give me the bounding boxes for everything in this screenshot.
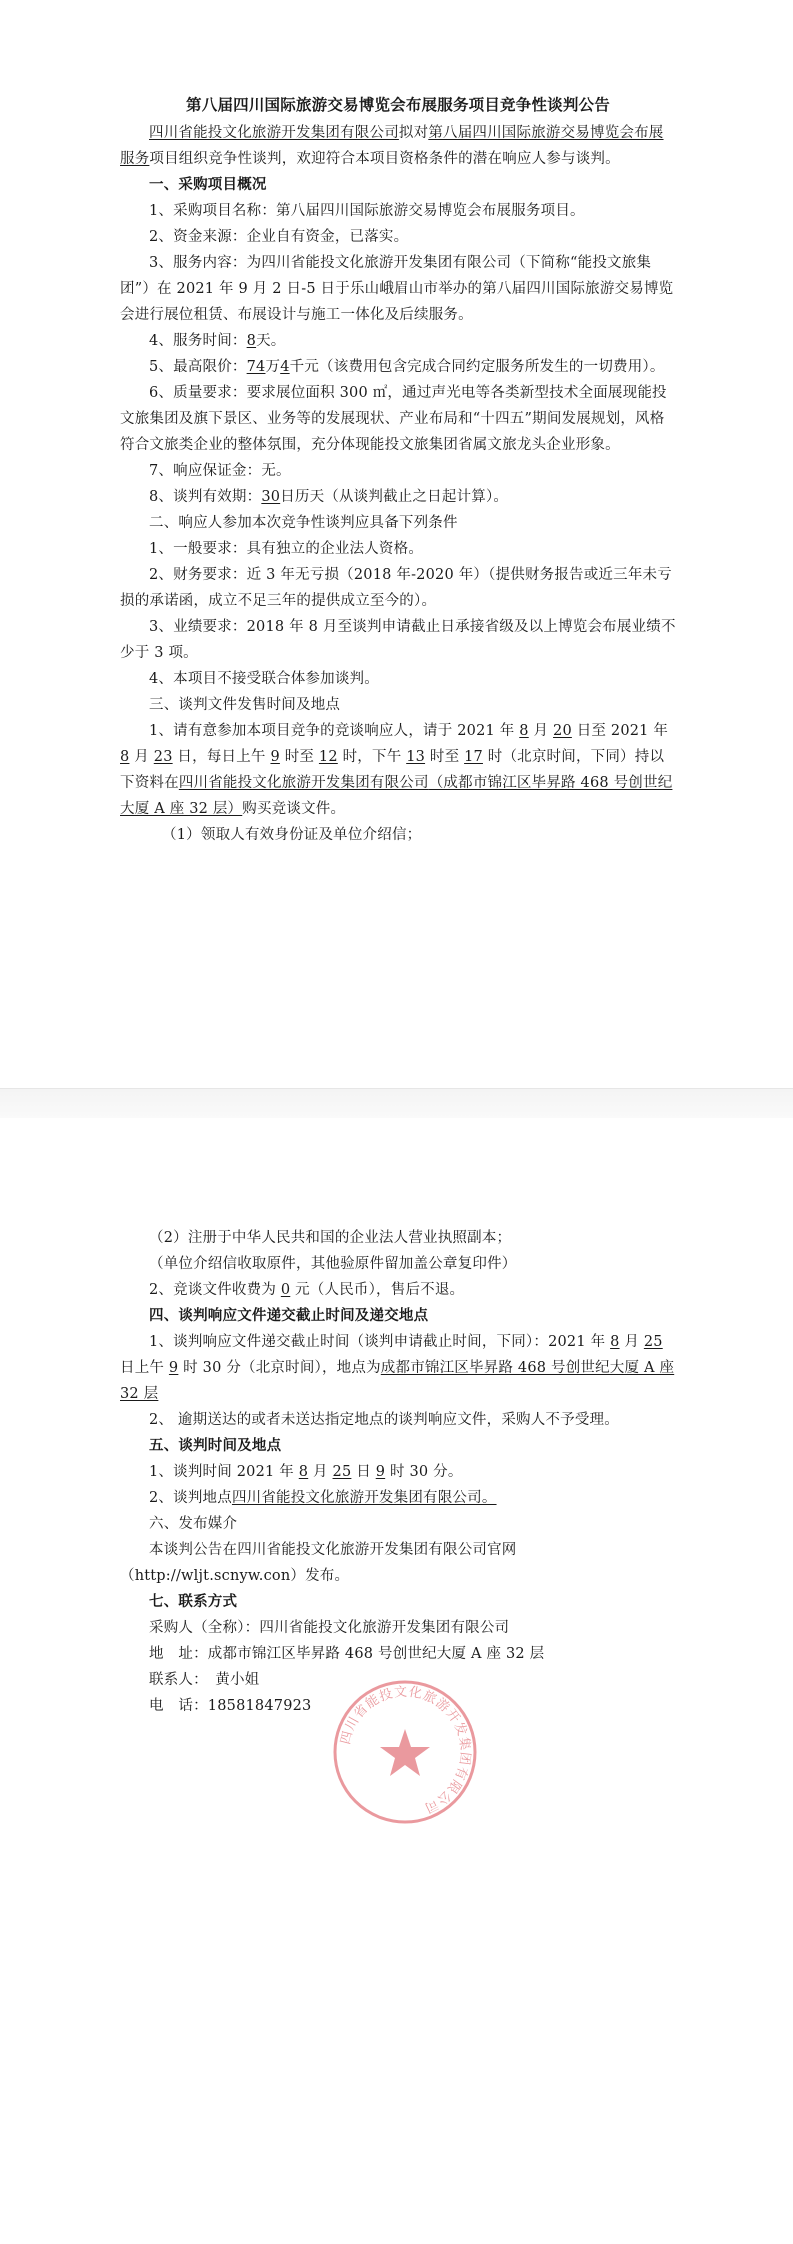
section-4-heading: 四、谈判响应文件递交截止时间及递交地点 [149, 1307, 429, 1324]
s4-item-1 [120, 1329, 676, 1407]
afternoon-start-hour: 13 [406, 749, 426, 765]
s3-text-f: 时至 [279, 749, 319, 765]
s3-text-e: 日，每日上午 [172, 749, 271, 765]
s5-item-2 [120, 1485, 676, 1511]
intro-rest: 项目组织竞争性谈判，欢迎符合本项目资格条件的潜在响应人参与谈判。 [149, 151, 620, 167]
negotiation-month: 8 [298, 1464, 309, 1480]
fee-suffix: 元（人民币），售后不退。 [290, 1282, 465, 1298]
s1-item-3: 3、服务内容：为四川省能投文化旅游开发集团有限公司（下简称“能投文旅集团”）在 2021 年 9 月 2 日-5 日于乐山峨眉山市举办的第八届四川国际旅游交易博览会进行展位租赁、布展设计与施工一体化及后续服务。 [120, 255, 674, 323]
s3-sub-1: （1）领取人有效身份证及单位介绍信； [162, 827, 422, 843]
s5-text-b: 月 [308, 1464, 333, 1480]
intro-project: 第八届四川国际旅游交易博览会布展服务 [120, 125, 664, 167]
s1-item-4-suffix: 天。 [256, 333, 286, 349]
contact-person: 联系人： 黄小姐 [149, 1672, 260, 1688]
s5-item-1 [120, 1459, 676, 1485]
deadline-hour: 9 [168, 1360, 179, 1376]
document-title: 第八届四川国际旅游交易博览会布展服务项目竞争性谈判公告 [186, 95, 610, 114]
s1-item-5 [120, 354, 676, 380]
s1-item-6: 6、质量要求：要求展位面积 300 ㎡，通过声光电等各类新型技术全面展现能投文旅集团及旗下景区、业务等的发展现状、产业布局和“十四五”期间发展规划，风格符合文旅类企业的整体氛围，充分体现能投文旅集团省属文旅龙头企业形象。 [120, 385, 667, 453]
s1-item-4 [120, 328, 676, 354]
s1-item-8-label: 8、谈判有效期： [149, 489, 262, 505]
s5-location-label: 2、谈判地点 [149, 1490, 232, 1506]
s4-address: 成都市锦江区毕昇路 468 号创世纪大厦 A 座 32 层 [120, 1360, 675, 1402]
s3-text-b: 月 [528, 723, 554, 739]
s1-item-4-label: 4、服务时间： [149, 333, 247, 349]
fee-value: 0 [280, 1282, 291, 1298]
fee-label: 2、竞谈文件收费为 [149, 1282, 281, 1298]
negotiation-day: 25 [332, 1464, 352, 1480]
price-qian: 4 [280, 359, 290, 375]
s4-item-2: 2、 逾期送达的或者未送达指定地点的谈判响应文件，采购人不予受理。 [149, 1412, 619, 1428]
sale-start-month: 8 [519, 723, 529, 739]
s5-text-d: 时 30 分。 [385, 1464, 463, 1480]
intro-org: 四川省能投文化旅游开发集团有限公司 [149, 125, 399, 141]
document-page-1 [0, 0, 793, 1088]
price-wan: 74 [246, 359, 266, 375]
s3-text-g: 时，下午 [337, 749, 407, 765]
document-page-2 [0, 1118, 793, 2244]
s3-item-2 [120, 1277, 676, 1303]
afternoon-end-hour: 17 [464, 749, 483, 765]
s3-text-c: 日至 2021 年 [571, 723, 669, 739]
page-1-content [120, 92, 676, 848]
s4-text-c: 日上午 [120, 1360, 169, 1376]
sale-end-day: 23 [153, 749, 173, 765]
morning-start-hour: 9 [270, 749, 280, 765]
contact-phone: 电 话：18581847923 [149, 1698, 312, 1714]
page-2-content [120, 1225, 676, 1719]
s4-text-a: 1、谈判响应文件递交截止时间（谈判申请截止时间，下同）：2021 年 [149, 1334, 611, 1350]
s2-item-3: 3、业绩要求：2018 年 8 月至谈判申请截止日承接省级及以上博览会布展业绩不少于 3 项。 [120, 619, 676, 661]
s2-item-2: 2、财务要求：近 3 年无亏损（2018 年-2020 年）（提供财务报告或近三年未亏损的承诺函，成立不足三年的提供成立至今的）。 [120, 567, 672, 609]
sale-end-month: 8 [120, 749, 130, 765]
s3-sub-2: （2）注册于中华人民共和国的企业法人营业执照副本； [149, 1230, 512, 1246]
price-wan-unit: 万 [265, 359, 281, 375]
s2-item-4: 4、本项目不接受联合体参加谈判。 [149, 671, 379, 687]
s1-item-8 [120, 484, 676, 510]
s1-item-5-suffix: 千元（该费用包含完成合同约定服务所发生的一切费用）。 [289, 359, 665, 375]
s3-text-a: 1、请有意参加本项目竞争的竞谈响应人，请于 2021 年 [149, 723, 520, 739]
s3-text-h: 时至 [425, 749, 465, 765]
section-7-heading: 七、联系方式 [149, 1593, 238, 1610]
s3-text-d: 月 [129, 749, 154, 765]
s3-org: 四川省能投文化旅游开发集团有限公司 [178, 775, 429, 791]
s1-item-5-label: 5、最高限价： [149, 359, 247, 375]
s3-item-1 [120, 718, 676, 822]
section-3-heading: 三、谈判文件发售时间及地点 [149, 697, 341, 713]
section-2-heading: 二、响应人参加本次竞争性谈判应具备下列条件 [149, 515, 458, 531]
intro-mid: 拟对 [398, 125, 429, 141]
section-1-heading: 一、采购项目概况 [149, 176, 267, 193]
deadline-month: 8 [610, 1334, 620, 1350]
s5-text-c: 日 [351, 1464, 376, 1480]
s1-item-1: 1、采购项目名称：第八届四川国际旅游交易博览会布展服务项目。 [149, 203, 585, 219]
s6-text: 本谈判公告在四川省能投文化旅游开发集团有限公司官网（http://wljt.scnyw.con）发布。 [120, 1542, 517, 1584]
s5-text-a: 1、谈判时间 2021 年 [149, 1464, 299, 1480]
morning-end-hour: 12 [318, 749, 338, 765]
s2-item-1: 1、一般要求：具有独立的企业法人资格。 [149, 541, 424, 557]
s1-item-7: 7、响应保证金：无。 [149, 463, 291, 479]
s3-note: （单位介绍信收取原件，其他验原件留加盖公章复印件） [149, 1256, 517, 1272]
s3-text-i: 时（北京时间，下同）持以下资料在 [120, 749, 665, 791]
section-5-heading: 五、谈判时间及地点 [149, 1437, 282, 1454]
service-days: 8 [246, 333, 257, 349]
deadline-day: 25 [643, 1334, 663, 1350]
s5-location: 四川省能投文化旅游开发集团有限公司。 [231, 1490, 497, 1506]
contact-buyer: 采购人（全称）：四川省能投文化旅游开发集团有限公司 [149, 1620, 510, 1636]
sale-start-day: 20 [553, 723, 572, 739]
validity-days: 30 [261, 489, 281, 505]
page-separator [0, 1088, 793, 1120]
s1-item-8-suffix: 日历天（从谈判截止之日起计算）。 [280, 489, 509, 505]
intro-paragraph [120, 120, 676, 172]
s4-text-d: 时 30 分（北京时间），地点为 [178, 1360, 381, 1376]
contact-address: 地 址：成都市锦江区毕昇路 468 号创世纪大厦 A 座 32 层 [149, 1646, 545, 1662]
s4-text-b: 月 [619, 1334, 644, 1350]
s3-address: （成都市锦江区毕昇路 468 号创世纪大厦 A 座 32 层） [120, 775, 673, 817]
section-6-heading: 六、发布媒介 [149, 1516, 238, 1532]
s3-text-j: 购买竞谈文件。 [242, 801, 346, 817]
seal-text: 四川省能投文化旅游开发集团有限公司 [338, 1684, 473, 1816]
negotiation-hour: 9 [375, 1464, 386, 1480]
s1-item-2: 2、资金来源：企业自有资金，已落实。 [149, 229, 409, 245]
